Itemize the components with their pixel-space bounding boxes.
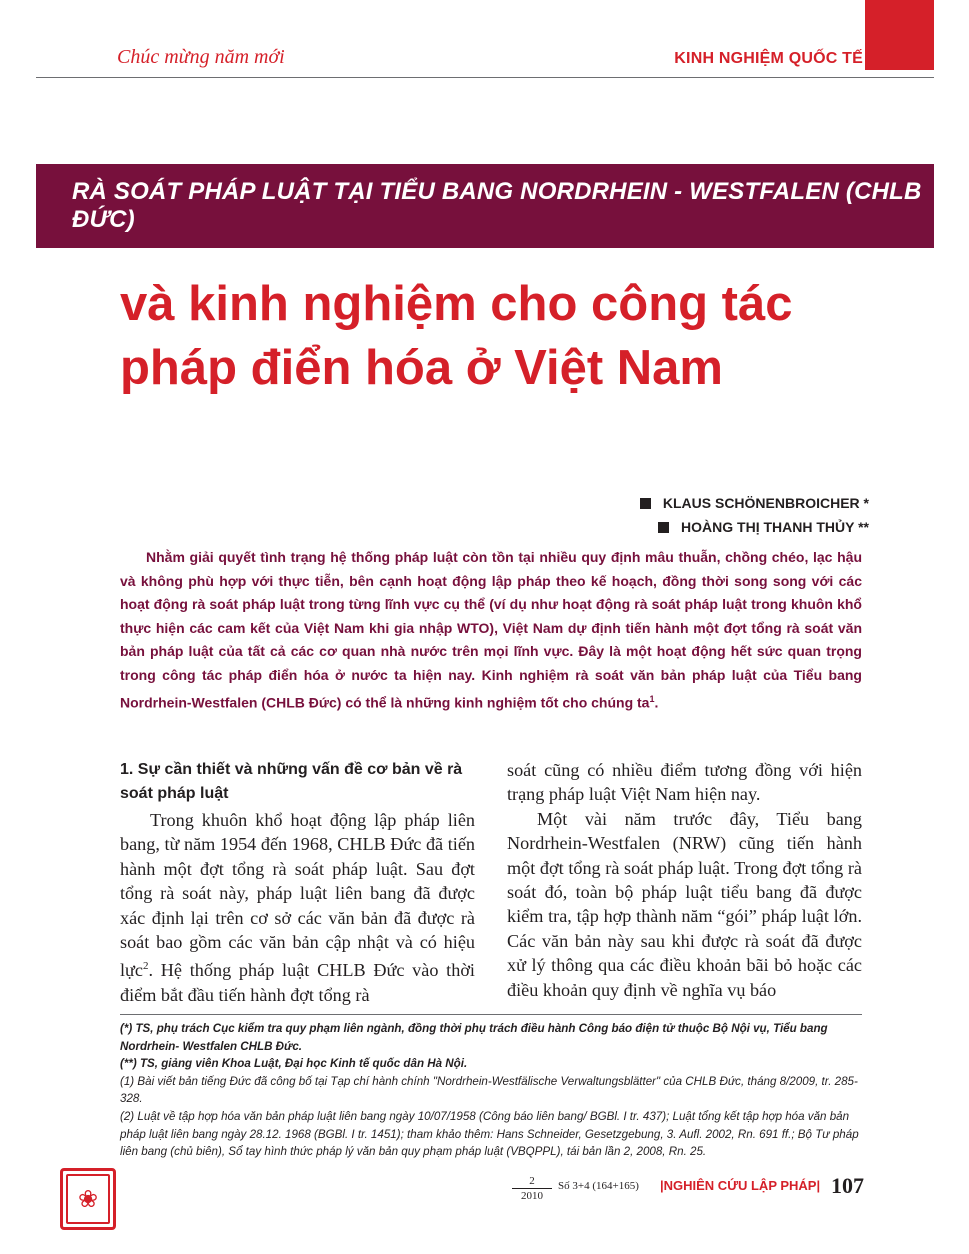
body-column-left: [120, 758, 475, 1007]
footnotes: [120, 1020, 865, 1161]
header-greeting: Chúc mừng năm mới: [117, 46, 285, 68]
footnote-ref[interactable]: 1: [649, 693, 655, 704]
author-item: [640, 515, 869, 539]
issue-year: 2010: [521, 1190, 543, 1202]
body-text: Trong khuôn khổ hoạt động lập pháp liên bang, từ năm 1954 đến 1968, CHLB Đức đã tiến hành một đợt tổng rà soát pháp luật. Sau đợt tổng rà soát này, pháp luật liên bang đã được xác định lại trên cơ sở các văn bản đã được rà soát bao gồm các văn bản cập nhật và có hiệu lực: [120, 810, 475, 981]
header-section-title: KINH NGHIỆM QUỐC TẾ: [674, 50, 863, 67]
body-paragraph: Một vài năm trước đây, Tiểu bang Nordrhein-Westfalen (NRW) cũng tiến hành một đợt tổng rà soát pháp luật. Trong đợt tổng rà soát đó, toàn bộ pháp luật tiểu bang đã được kiểm tra, tập hợp thành năm “gói” pháp luật lớn. Các văn bản này sau khi được rà soát đã được xử lý thông qua các điều khoản bãi bỏ hoặc các điều khoản quy định về nghĩa vụ báo: [507, 808, 862, 1000]
footnote-item: (**) TS, giảng viên Khoa Luật, Đại học Kinh tế quốc dân Hà Nội.: [120, 1057, 468, 1071]
journal-name: |NGHIÊN CỨU LẬP PHÁP|: [660, 1178, 821, 1193]
footnote-item: (2) Luật về tập hợp hóa văn bản pháp luật liên bang ngày 10/07/1958 (Công báo liên bang/ BGBl. I tr. 437); Luật tổng kết tập hợp hóa văn bản pháp luật liên bang ngày 28.12. 1968 (BGBl. I tr. 1451); tham khảo thêm: Hans Schneider, Gesetzgebung, 3. Aufl. 2002, Rn. 691 ff.; Bộ Tư pháp liên bang (chủ biên), Sổ tay hình thức pháp lý văn bản quy phạm pháp luật (VBQPPL), tái bản lần 2, 2008, Rn. 25.: [120, 1109, 859, 1159]
article-title-line-1: và kinh nghiệm cho công tác: [120, 277, 793, 331]
issue-number: 2: [512, 1174, 552, 1189]
seal-icon: [60, 1168, 116, 1230]
page-number: 107: [831, 1173, 864, 1198]
body-column-right: [507, 758, 862, 1002]
abstract-text: Nhằm giải quyết tình trạng hệ thống pháp luật còn tồn tại nhiều quy định mâu thuẫn, chồng chéo, lạc hậu và không phù hợp với thực tiễn, bên cạnh hoạt động lập pháp theo kế hoạch, đồng thời song song với các hoạt động rà soát pháp luật trong từng lĩnh vực cụ thể (ví dụ như hoạt động rà soát pháp luật trong khuôn khổ thực hiện các cam kết của Việt Nam khi gia nhập WTO), Việt Nam dự định tiến hành một đợt tổng rà soát văn bản pháp luật của tất cả các cơ quan nhà nước trên mọi lĩnh vực. Đây là một hoạt động hết sức quan trọng trong công tác pháp điển hóa ở nước ta hiện nay. Kinh nghiệm rà soát văn bản pháp luật của Tiểu bang Nordrhein-Westfalen (CHLB Đức) có thể là những kinh nghiệm tốt cho chúng ta: [120, 549, 862, 711]
body-text: . Hệ thống pháp luật CHLB Đức vào thời điểm bắt đầu tiến hành đợt tổng rà: [120, 960, 475, 1005]
journal-name-text: NGHIÊN CỨU LẬP PHÁP: [663, 1178, 817, 1193]
body-paragraph: soát cũng có nhiều điểm tương đồng với hiện trạng pháp luật Việt Nam hiện nay.: [507, 760, 862, 805]
author-name: HOÀNG THỊ THANH THỦY **: [681, 519, 869, 535]
corner-color-block: [865, 0, 934, 70]
title-banner: [36, 164, 934, 248]
page-footer: [512, 1172, 864, 1206]
footnote-ref[interactable]: 2: [142, 960, 149, 973]
footnote-item: (1) Bài viết bản tiếng Đức đã công bố tại Tạp chí hành chính "Nordrhein-Westfälische Verwaltungsblätter" của CHLB Đức, tháng 8/2009, tr. 285-328.: [120, 1074, 858, 1106]
article-title: [120, 272, 880, 400]
author-list: [640, 491, 869, 539]
seal-emblem: ❀: [66, 1174, 110, 1224]
abstract: [120, 546, 862, 715]
author-item: [640, 491, 869, 515]
bullet-square-icon: [640, 498, 651, 509]
abstract-end: .: [654, 694, 659, 711]
article-title-line-2: pháp điển hóa ở Việt Nam: [120, 341, 723, 395]
author-name: KLAUS SCHÖNENBROICHER *: [662, 495, 869, 511]
section-heading: 1. Sự cần thiết và những vấn đề cơ bản về rà soát pháp luật: [120, 761, 463, 802]
issue-fraction: [512, 1174, 552, 1203]
footnote-divider: [120, 1014, 862, 1015]
body-paragraph: [120, 808, 475, 1007]
bullet-square-icon: [658, 522, 669, 533]
footnote-item: (*) TS, phụ trách Cục kiểm tra quy phạm liên ngành, đồng thời phụ trách điều hành Công báo điện tử thuộc Bộ Nội vụ, Tiểu bang Nordrhein- Westfalen CHLB Đức.: [120, 1022, 828, 1053]
header-divider: [36, 77, 934, 78]
banner-title: RÀ SOÁT PHÁP LUẬT TẠI TIỂU BANG NORDRHEIN - WESTFALEN (CHLB ĐỨC): [72, 178, 922, 233]
issue-label: Số 3+4 (164+165): [558, 1180, 639, 1192]
